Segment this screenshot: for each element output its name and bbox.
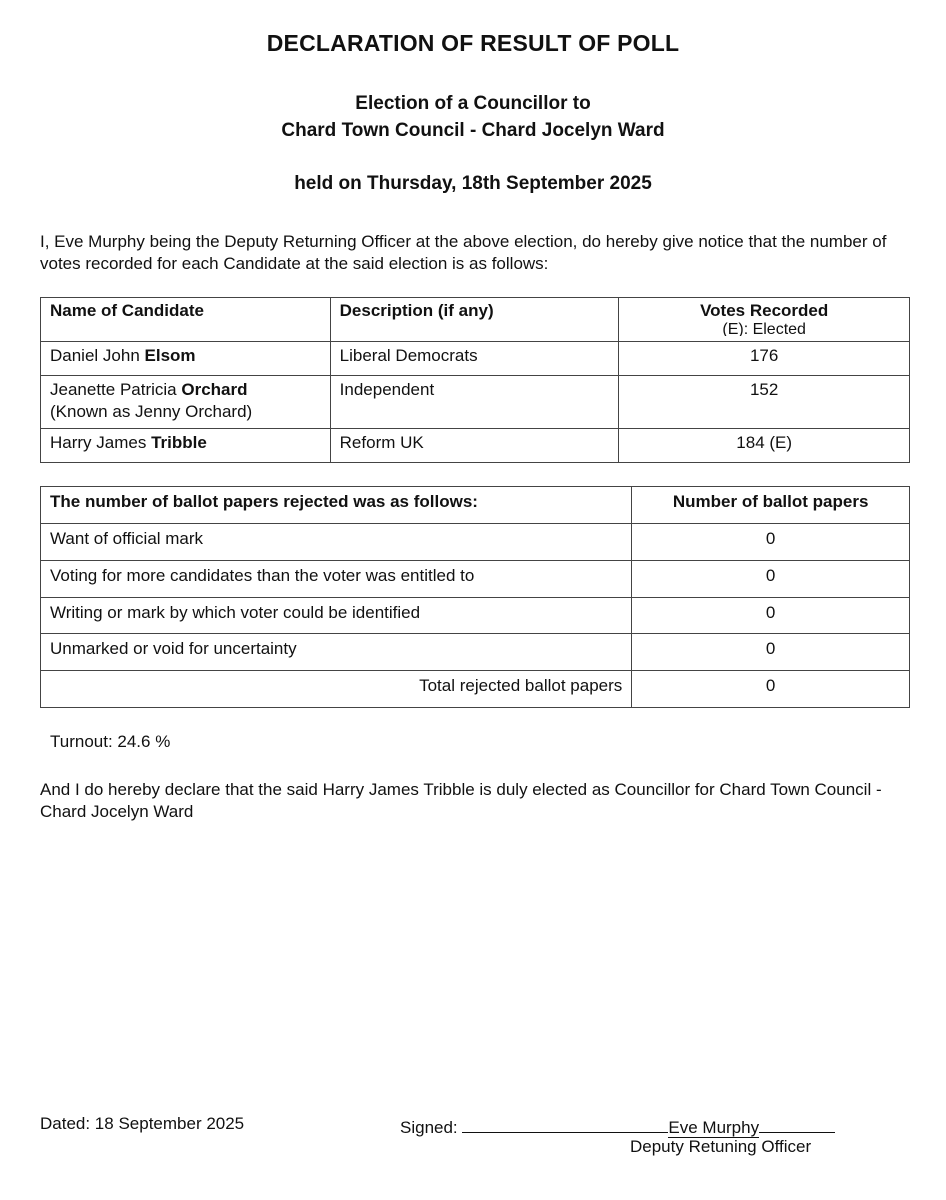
rejected-total-row: [41, 671, 910, 708]
table-row: [41, 598, 910, 634]
declaration-paragraph: And I do hereby declare that the said Harry James Tribble is duly elected as Councillor for Chard Town Council - Chard Jocelyn Ward: [40, 780, 882, 821]
signature-line-end: [759, 1114, 835, 1133]
candidate-surname: Elsom: [144, 346, 196, 365]
candidates-table: [40, 297, 910, 463]
intro-paragraph: I, Eve Murphy being the Deputy Returning Officer at the above election, do hereby give notice that the number of votes recorded for each Candidate at the said election is as follows:: [40, 232, 887, 273]
signature-block: [400, 1114, 835, 1138]
rejected-ballots-table: [40, 486, 910, 708]
table-row: [41, 524, 910, 561]
candidate-surname: Tribble: [151, 433, 207, 452]
table-row: [41, 342, 910, 376]
header-name-of-candidate: Name of Candidate: [41, 298, 331, 342]
header-rejected-reason: The number of ballot papers rejected was as follows:: [41, 487, 632, 524]
header-ballot-count: Number of ballot papers: [632, 487, 910, 524]
candidate-votes: 184 (E): [619, 429, 910, 463]
candidate-name: [41, 376, 331, 429]
candidate-description: Liberal Democrats: [330, 342, 619, 376]
header-votes-label: Votes Recorded: [700, 301, 829, 320]
table-row: [41, 376, 910, 429]
document-title: DECLARATION OF RESULT OF POLL: [266, 30, 680, 56]
candidate-known-as: (Known as Jenny Orchard): [50, 402, 253, 421]
candidate-first-names: Harry James: [50, 433, 152, 452]
election-date: held on Thursday, 18th September 2025: [294, 173, 652, 194]
header-elected-note: (E): Elected: [722, 321, 806, 336]
candidate-surname: Orchard: [181, 380, 248, 399]
signature-line: [462, 1114, 668, 1133]
candidate-name: [41, 429, 331, 463]
header-description: Description (if any): [330, 298, 619, 342]
election-subtitle-line2: Chard Town Council - Chard Jocelyn Ward: [281, 120, 665, 141]
candidate-first-names: Jeanette Patricia: [50, 380, 182, 399]
candidate-description: Reform UK: [330, 429, 619, 463]
candidate-votes: 152: [619, 376, 910, 429]
rejected-total-count: 0: [632, 671, 910, 708]
header-votes-recorded: [619, 298, 910, 342]
rejected-count: 0: [632, 561, 910, 598]
signed-label: Signed:: [400, 1118, 463, 1137]
candidate-description: Independent: [330, 376, 619, 429]
rejected-count: 0: [632, 598, 910, 634]
candidates-header-row: [41, 298, 910, 342]
rejected-count: 0: [632, 524, 910, 561]
candidate-votes: 176: [619, 342, 910, 376]
table-row: [41, 429, 910, 463]
rejected-reason: Want of official mark: [41, 524, 632, 561]
rejected-reason: Writing or mark by which voter could be identified: [41, 598, 632, 634]
table-row: [41, 634, 910, 671]
rejected-count: 0: [632, 634, 910, 671]
signer-title: Deputy Retuning Officer: [630, 1137, 812, 1156]
dated: Dated: 18 September 2025: [40, 1114, 245, 1133]
candidate-name: [41, 342, 331, 376]
rejected-total-label: Total rejected ballot papers: [41, 671, 632, 708]
election-subtitle-line1: Election of a Councillor to: [355, 93, 591, 114]
candidate-first-names: Daniel John: [50, 346, 145, 365]
rejected-reason: Voting for more candidates than the voter was entitled to: [41, 561, 632, 598]
table-row: [41, 561, 910, 598]
rejected-reason: Unmarked or void for uncertainty: [41, 634, 632, 671]
turnout: Turnout: 24.6 %: [50, 732, 171, 751]
signer-name: Eve Murphy: [668, 1118, 760, 1137]
rejected-header-row: [41, 487, 910, 524]
